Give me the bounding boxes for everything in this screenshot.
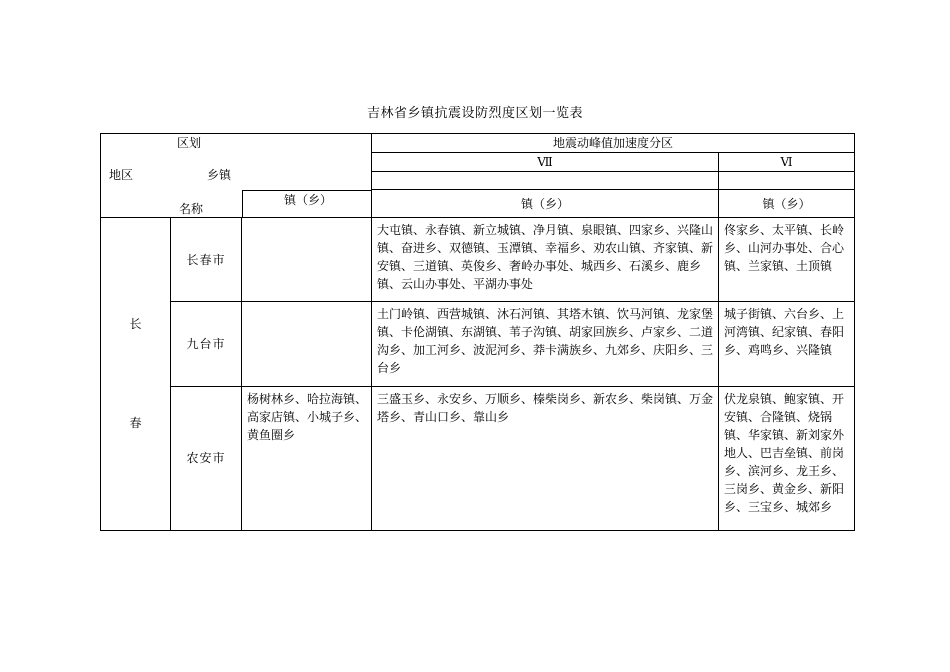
col-b-text: 大屯镇、永春镇、新立城镇、净月镇、泉眼镇、四家乡、兴隆山镇、奋进乡、双德镇、玉潭镇、幸福乡、劝农山镇、齐家镇、新安镇、三道镇、英俊乡、奢岭办事处、城西乡、石溪乡、鹿乡镇、云山办事处、平湖办事处 bbox=[377, 223, 714, 291]
corner-name-label: 名称 bbox=[179, 202, 204, 216]
col-c-text: 伏龙泉镇、鲍家镇、开安镇、合隆镇、烧锅镇、华家镇、新刘家外地人、巴吉垒镇、前岗乡、滨河乡、龙王乡、三岗乡、黄金乡、新阳乡、三宝乡、城郊乡 bbox=[724, 391, 845, 514]
col-c-cell bbox=[719, 302, 855, 386]
seismic-zoning-table bbox=[100, 133, 855, 531]
city-name: 农安市 bbox=[171, 386, 242, 530]
col-c-text: 佟家乡、太平镇、长岭乡、山河办事处、合心镇、兰家镇、土顶镇 bbox=[724, 223, 845, 273]
city-name: 长春市 bbox=[171, 218, 242, 302]
col-a-cell bbox=[242, 302, 372, 386]
col-b-cell bbox=[372, 302, 719, 386]
col-a-text: 杨树林乡、哈拉海镇、高家店镇、小城子乡、黄鱼圈乡 bbox=[247, 391, 368, 442]
intensity-7-header: Ⅶ bbox=[372, 153, 719, 172]
col-a-header: 镇（乡） bbox=[242, 190, 372, 218]
col-b-text: 三盛玉乡、永安乡、万顺乡、榛柴岗乡、新农乡、柴岗镇、万金塔乡、青山口乡、靠山乡 bbox=[377, 391, 714, 424]
col-c-text: 城子街镇、六台乡、上河湾镇、纪家镇、春阳乡、鸡鸣乡、兴隆镇 bbox=[724, 307, 845, 358]
corner-header-cell bbox=[101, 134, 372, 218]
table-row bbox=[101, 386, 855, 530]
col-c-header: 镇（乡） bbox=[719, 190, 855, 218]
region-char: 长 bbox=[129, 317, 142, 331]
col-b-cell bbox=[372, 386, 719, 530]
col-a-cell bbox=[242, 218, 372, 302]
col-b-cell bbox=[372, 218, 719, 302]
document-title: 吉林省乡镇抗震设防烈度区划一览表 bbox=[366, 106, 583, 121]
city-name: 九台市 bbox=[171, 302, 242, 386]
corner-district-label: 地区 bbox=[109, 168, 134, 182]
region-cell bbox=[101, 218, 171, 531]
intensity-6-header: Ⅵ bbox=[719, 153, 855, 172]
region-char: 春 bbox=[129, 416, 142, 430]
col-a-cell bbox=[242, 386, 372, 530]
table-row bbox=[101, 302, 855, 386]
col-a-text bbox=[242, 218, 371, 224]
spacer-cell bbox=[719, 172, 855, 190]
col-c-cell bbox=[719, 386, 855, 530]
zone-title-header: 地震动峰值加速度分区 bbox=[372, 134, 855, 153]
col-b-text: 土门岭镇、西营城镇、沐石河镇、其塔木镇、饮马河镇、龙家堡镇、卡伦湖镇、东湖镇、苇子沟镇、胡家回族乡、卢家乡、二道沟乡、加工河乡、波泥河乡、莽卡满族乡、九郊乡、庆阳乡、三台乡 bbox=[377, 307, 714, 376]
col-a-text bbox=[242, 302, 371, 308]
col-c-cell bbox=[719, 218, 855, 302]
col-b-header: 镇（乡） bbox=[372, 190, 719, 218]
spacer-cell bbox=[372, 172, 719, 190]
corner-township-label: 乡镇 bbox=[207, 168, 232, 182]
corner-division-label: 区划 bbox=[177, 136, 202, 150]
table-row bbox=[101, 218, 855, 302]
